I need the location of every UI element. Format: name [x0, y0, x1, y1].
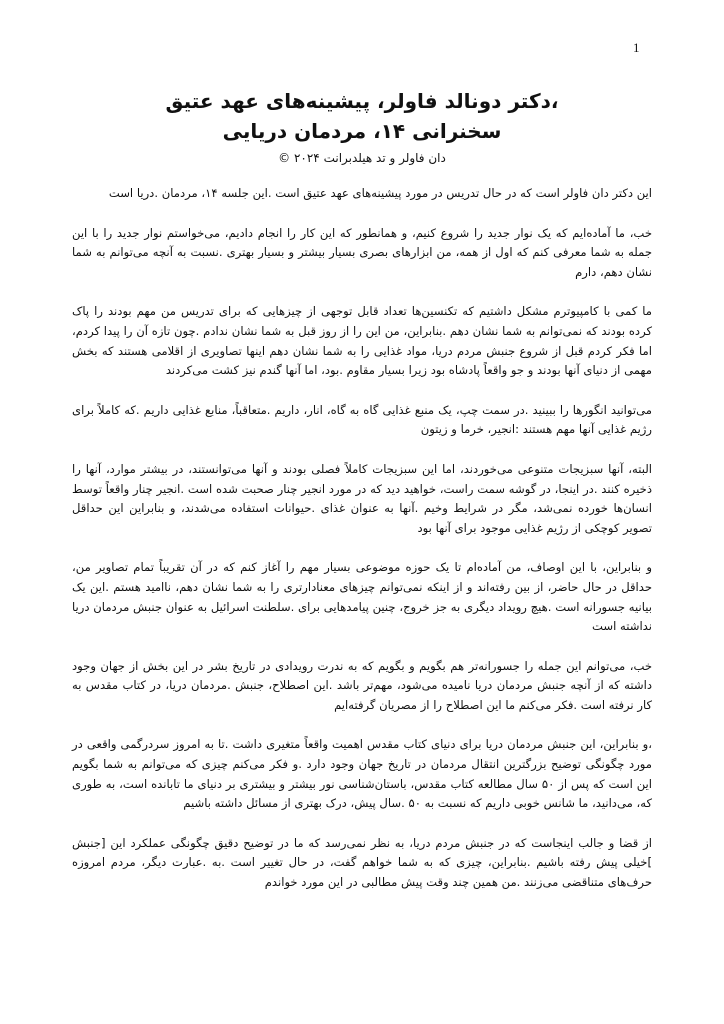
title-line-2: سخنرانی ۱۴، مردمان دریایی	[222, 119, 502, 143]
paragraph-4: می‌توانید انگورها را ببینید .در سمت چپ، یک منبع غذایی گاه به گاه، انار، داریم .متعاقباً، منابع غذایی داریم .که کاملاً برای رژیم غذایی آنها مهم هستند :انجیر، خرما و زیتون	[72, 402, 652, 437]
paragraph-1: این دکتر دان فاولر است که در حال تدریس در مورد پیشینه‌های عهد عتیق است .این جلسه ۱۴، مردمان .دریا است	[108, 186, 652, 200]
paragraph-3: ما کمی با کامپیوترم مشکل داشتیم که تکنسین‌ها تعداد قابل توجهی از چیزهایی که برای تدریس من مهم بودند را پاک کرده بودند که نمی‌توانم به شما نشان دهم .بنابراین، من این را از روز قبل به شما نشان ندادم .چون تازه آن را پیدا کردم، اما فکر کردم قبل از شروع جنبش مردم دریا، مواد غذایی را به شما نشان دهم اینها تصاویری از اقلامی هستند که بخش مهمی از دنیای آنها بودند و جو واقعاً پادشاه بود زیرا بسیار مقاوم .بود، اما آنها گندم نیز کشت می‌کردند	[72, 304, 652, 378]
title-line-1: ،دکتر دونالد فاولر، پیشینه‌های عهد عتیق	[165, 89, 559, 113]
paragraph-9: از قضا و جالب اینجاست که در جنبش مردم دریا، به نظر نمی‌رسد که ما در توضیح دقیق چگونگی عملکرد این [جنبش ]خیلی پیش رفته باشیم .بنابراین، چیزی که به شما خواهم گفت، در حال تغییر است .به .عبارت دیگر، مردم امروزه حرف‌های متناقضی می‌زنند .من همین چند وقت پیش مطالبی در این مورد خواندم	[72, 835, 652, 890]
paragraph-5: البته، آنها سبزیجات متنوعی می‌خوردند، اما این سبزیجات کاملاً فصلی بودند و آنها می‌توانستند، در بیشتر موارد، آنها را ذخیره کنند .در اینجا، در گوشه سمت راست، خواهید دید که در مورد انجیر چنار صحبت شده است .انجیر چنار واقعاً توسط انسان‌ها خورده نمی‌شد، مگر در شرایط وخیم .آنها به عنوان غذای .حیوانات استفاده می‌شدند، و بنابراین این حداقل تصویر کوچکی از رژیم غذایی موجود برای آنها بود	[72, 461, 652, 535]
paragraph-7: خب، می‌توانم این جمله را جسورانه‌تر هم بگویم و بگویم که به ندرت رویدادی در تاریخ بشر در این بخش از جهان وجود داشته که از آنچه جنبش مردمان دریا نامیده می‌شود، مهم‌تر باشد .این اصطلاح، جنبش .مردمان دریا، در کتاب مقدس به کار نرفته است .فکر می‌کنم ما این اصطلاح را از مصریان گرفته‌ایم	[72, 658, 652, 712]
copyright-line: دان فاولر و تد هیلدبرانت ۲۰۲۴ ©	[278, 151, 446, 165]
paragraph-2: خب، ما آماده‌ایم که یک نوار جدید را شروع کنیم، و همانطور که این کار را انجام دادیم، می‌خواستم نوار جدید را با این جمله به شما معرفی کنم که اول از همه، من ابزارهای بصری بسیار بیشتر و بسیار بهتری .نسبت به آنچه می‌توانم به شما نشان دهم، دارم	[72, 225, 652, 279]
document-header	[80, 86, 644, 168]
page-number: 1	[633, 40, 640, 55]
paragraph-6: و بنابراین، با این اوصاف، من آماده‌ام تا یک حوزه موضوعی بسیار مهم را آغاز کنم که در آن تقریباً تمام تصاویر من، حداقل در حال حاضر، از بین رفته‌اند و از اینکه نمی‌توانم چیزهای معنادارتری را به شما نشان دهم، ناامید هستم .این یک بیانیه جسورانه است .هیچ رویداد دیگری به جز خروج، چنین پیامدهایی برای .سلطنت اسرائیل به عنوان جنبش مردمان دریا نداشته است	[72, 560, 652, 634]
paragraph-8: ،و بنابراین، این جنبش مردمان دریا برای دنیای کتاب مقدس اهمیت واقعاً متغیری داشت .تا به امروز سردرگمی واقعی در مورد چگونگی توضیح بزرگترین انتقال مردمان در تاریخ جهان وجود دارد .و فکر می‌کنم چیزی که می‌توانم به شما بگویم این است که پس از ۵۰ سال مطالعه کتاب مقدس، باستان‌شناسی نور بیشتر و بیشتری بر دنیای ما تابانده است، به طوری که، می‌دانید، ما شانس خوبی داریم که نسبت به ۵۰ .سال پیش، درک بهتری از مسائل داشته باشیم	[72, 737, 652, 811]
document-body	[72, 184, 652, 913]
